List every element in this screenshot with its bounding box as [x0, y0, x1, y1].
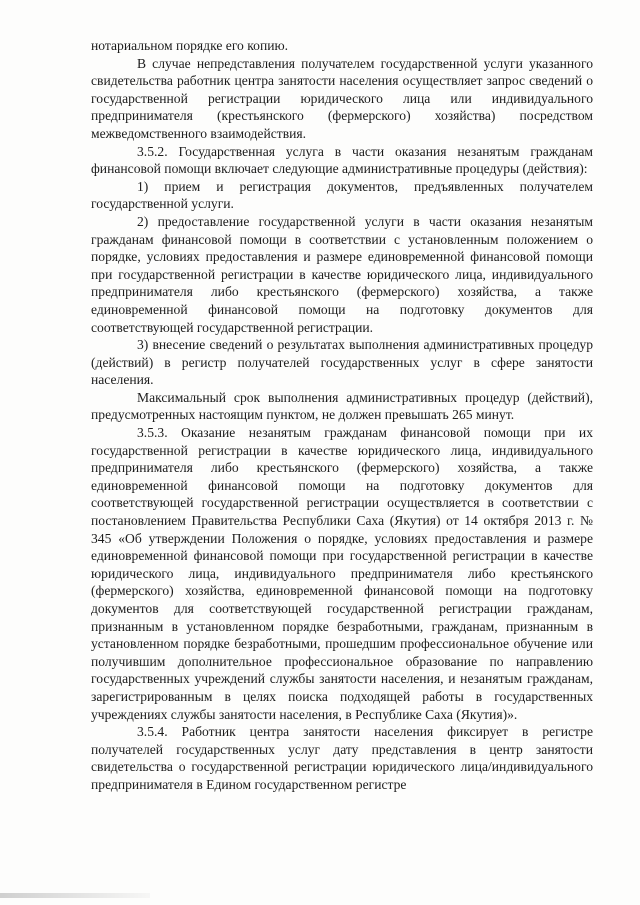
paragraph-3-5-2: 3.5.2. Государственная услуга в части оказания незанятым гражданам финансовой помощи включает следующие административные процедуры (действия): — [91, 143, 593, 177]
document-body — [91, 37, 593, 794]
scan-artifact — [0, 893, 150, 898]
paragraph-max-time: Максимальный срок выполнения административных процедур (действий), предусмотренных настоящим пунктом, не должен превышать 265 минут. — [91, 389, 593, 423]
paragraph-no-certificate: В случае непредставления получателем государственной услуги указанного свидетельства работник центра занятости населения осуществляет запрос сведений о государственной регистрации юридического лица или индивидуального предпринимателя (крестьянского (фермерского) хозяйства) посредством межведомственного взаимодействия. — [91, 55, 593, 141]
paragraph-continuation: нотариальном порядке его копию. — [91, 38, 289, 53]
paragraph-3-5-3: 3.5.3. Оказание незанятым гражданам финансовой помощи при их государственной регистрации в качестве юридического лица, индивидуального предпринимателя либо крестьянского (фермерского) хозяйства, а также единовременной финансовой помощи на подготовку документов для соответствующей государственной регистрации осуществляется в соответствии с постановлением Правительства Республики Саха (Якутия) от 14 октября 2013 г. № 345 «Об утверждении Положения о порядке, условиях предоставления и размере единовременной финансовой помощи при государственной регистрации в качестве юридического лица, индивидуального предпринимателя либо крестьянского (фермерского) хозяйства, единовременной финансовой помощи на подготовку документов для соответствующей государственной регистрации гражданам, признанным в установленном порядке безработными, гражданам, признанным в установленном порядке безработными, прошедшим профессиональное обучение или получившим дополнительное профессиональное образование по направлению государственных учреждений службы занятости населения, и незанятым гражданам, зарегистрированным в целях поиска подходящей работы в государственных учреждениях службы занятости населения, в Республике Саха (Якутия)». — [91, 425, 593, 722]
paragraph-procedure-2: 2) предоставление государственной услуги в части оказания незанятым гражданам финансовой помощи в соответствии с установленным положением о порядке, условиях предоставления и размере единовременной финансовой помощи при государственной регистрации в качестве юридического лица, индивидуального предпринимателя либо крестьянского (фермерского) хозяйства, а также единовременной финансовой помощи на подготовку документов для соответствующей государственной регистрации. — [91, 213, 593, 335]
paragraph-procedure-3: 3) внесение сведений о результатах выполнения административных процедур (действий) в регистр получателей государственных услуг в сфере занятости населения. — [91, 337, 593, 388]
paragraph-procedure-1: 1) прием и регистрация документов, предъявленных получателем государственной услуги. — [91, 178, 593, 212]
paragraph-3-5-4: 3.5.4. Работник центра занятости населения фиксирует в регистре получателей государственных услуг дату представления в центр занятости свидетельства о государственной регистрации юридического лица/индивидуального предпринимателя в Едином государственном регистре — [91, 724, 593, 792]
